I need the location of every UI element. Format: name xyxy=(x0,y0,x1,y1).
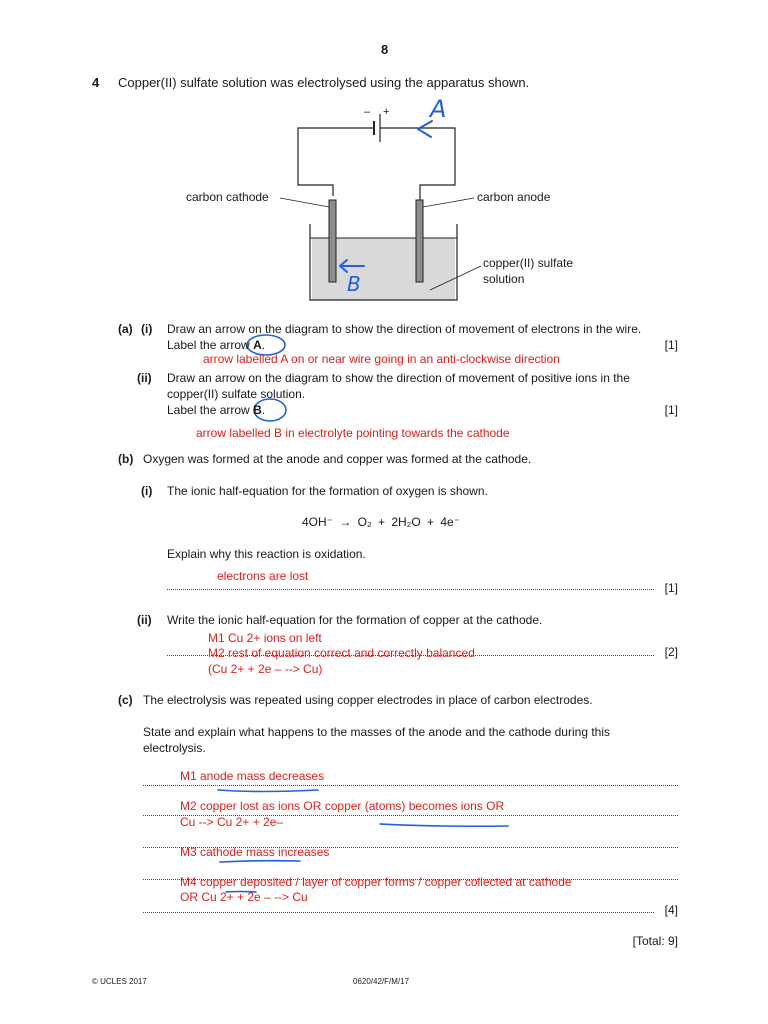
part-b-i-text: The ionic half-equation for the formation of oxygen is shown. xyxy=(167,484,488,498)
circuit-wire-right xyxy=(380,128,455,200)
part-c-m4-line1: M4 copper deposited / layer of copper forms / copper collected at cathode xyxy=(180,875,572,889)
part-c-m4-line2: OR Cu 2+ + 2e – --> Cu xyxy=(180,890,308,904)
handwritten-underline-3 xyxy=(220,861,300,862)
total-marks: [Total: 9] xyxy=(632,934,678,948)
question-number: 4 xyxy=(92,75,100,90)
battery-plus-sign: + xyxy=(383,106,390,118)
part-a-i-marks: [1] xyxy=(664,338,678,352)
part-a-ii-label: (ii) xyxy=(137,371,152,385)
part-a-label: (a) xyxy=(118,322,133,336)
part-b-i-prompt: Explain why this reaction is oxidation. xyxy=(167,547,366,561)
part-a-ii-line3-pre: Label the arrow xyxy=(167,403,254,417)
circuit-wire xyxy=(298,128,373,196)
part-b-ii-answer-eq: (Cu 2+ + 2e – --> Cu) xyxy=(208,662,323,676)
footer-copyright: © UCLES 2017 xyxy=(92,977,147,986)
part-a-ii-line1: Draw an arrow on the diagram to show the direction of movement of positive ions in the xyxy=(167,371,630,385)
part-c-m3: M3 cathode mass increases xyxy=(180,845,330,859)
part-a-ii-answer: arrow labelled B in electrolyte pointing towards the cathode xyxy=(196,426,510,440)
anode-label: carbon anode xyxy=(477,190,551,204)
cathode-electrode xyxy=(329,200,336,282)
part-a-i-answer: arrow labelled A on or near wire going in an anti-clockwise direction xyxy=(203,352,560,366)
part-b-ii-answer-m2: M2 rest of equation correct and correctly balanced xyxy=(208,646,475,660)
part-b-ii-marks: [2] xyxy=(664,645,678,659)
handwritten-label-a: A xyxy=(430,95,447,123)
handwritten-arrow-a xyxy=(418,121,432,137)
question-intro: Copper(II) sulfate solution was electrolysed using the apparatus shown. xyxy=(118,75,530,90)
part-c-answer-line-1 xyxy=(143,785,678,786)
part-b-ii-text: Write the ionic half-equation for the formation of copper at the cathode. xyxy=(167,613,543,627)
part-c-answer-line-2 xyxy=(143,815,678,816)
part-b-i-label: (i) xyxy=(141,484,153,498)
footer-code: 0620/42/F/M/17 xyxy=(353,977,410,986)
part-b-i-equation: 4OH⁻ → O₂ + 2H₂O + 4e⁻ xyxy=(302,515,461,529)
cathode-leader-line xyxy=(280,198,329,207)
part-b-i-answer-line xyxy=(167,589,654,590)
part-b-ii-answer-m1: M1 Cu 2+ ions on left xyxy=(208,631,322,645)
part-c-m1: M1 anode mass decreases xyxy=(180,769,325,783)
part-a-i-line1: Draw an arrow on the diagram to show the direction of movement of electrons in the wire. xyxy=(167,322,642,336)
part-c-answer-line-4 xyxy=(143,879,678,880)
part-b-i-marks: [1] xyxy=(664,581,678,595)
part-a-i-line2 xyxy=(167,338,265,352)
cathode-label: carbon cathode xyxy=(186,190,269,204)
anode-leader-line xyxy=(423,198,474,207)
part-a-i-line2-pre: Label the arrow xyxy=(167,338,254,352)
part-a-ii-line3-bold: B xyxy=(253,403,262,417)
solution-label-line2: solution xyxy=(483,272,525,286)
handwritten-underline-1 xyxy=(218,790,318,792)
part-c-prompt-line2: electrolysis. xyxy=(143,741,206,755)
part-a-ii-marks: [1] xyxy=(664,403,678,417)
part-c-m2-line2: Cu --> Cu 2+ + 2e– xyxy=(180,815,284,829)
part-a-ii-line3-post: . xyxy=(261,403,266,417)
part-a-i-label: (i) xyxy=(141,322,153,336)
part-c-label: (c) xyxy=(118,693,133,707)
part-c-prompt-line1: State and explain what happens to the masses of the anode and the cathode during this xyxy=(143,725,610,739)
handwritten-underline-2 xyxy=(380,824,508,826)
battery-minus-sign: – xyxy=(364,106,371,118)
part-c-m2-line1: M2 copper lost as ions OR copper (atoms) becomes ions OR xyxy=(180,799,505,813)
anode-electrode xyxy=(416,200,423,282)
part-c-answer-line-3 xyxy=(143,847,678,848)
solution-label-line1: copper(II) sulfate xyxy=(483,256,574,270)
part-a-ii-line3 xyxy=(167,403,265,417)
page-number: 8 xyxy=(381,42,389,57)
part-a-ii-line2: copper(II) sulfate solution. xyxy=(167,387,306,401)
part-b-ii-answer-line xyxy=(167,655,654,656)
part-b-i-answer: electrons are lost xyxy=(217,569,309,583)
part-c-intro: The electrolysis was repeated using copper electrodes in place of carbon electrodes. xyxy=(143,693,593,707)
part-a-i-line2-post: . xyxy=(261,338,266,352)
part-c-answer-line-5 xyxy=(143,912,654,913)
part-b-ii-label: (ii) xyxy=(137,613,152,627)
part-a-i-line2-bold: A xyxy=(253,338,262,352)
part-c-marks: [4] xyxy=(664,903,678,917)
part-b-intro: Oxygen was formed at the anode and copper was formed at the cathode. xyxy=(143,452,532,466)
part-b-label: (b) xyxy=(118,452,134,466)
handwritten-label-b: B xyxy=(347,272,361,296)
